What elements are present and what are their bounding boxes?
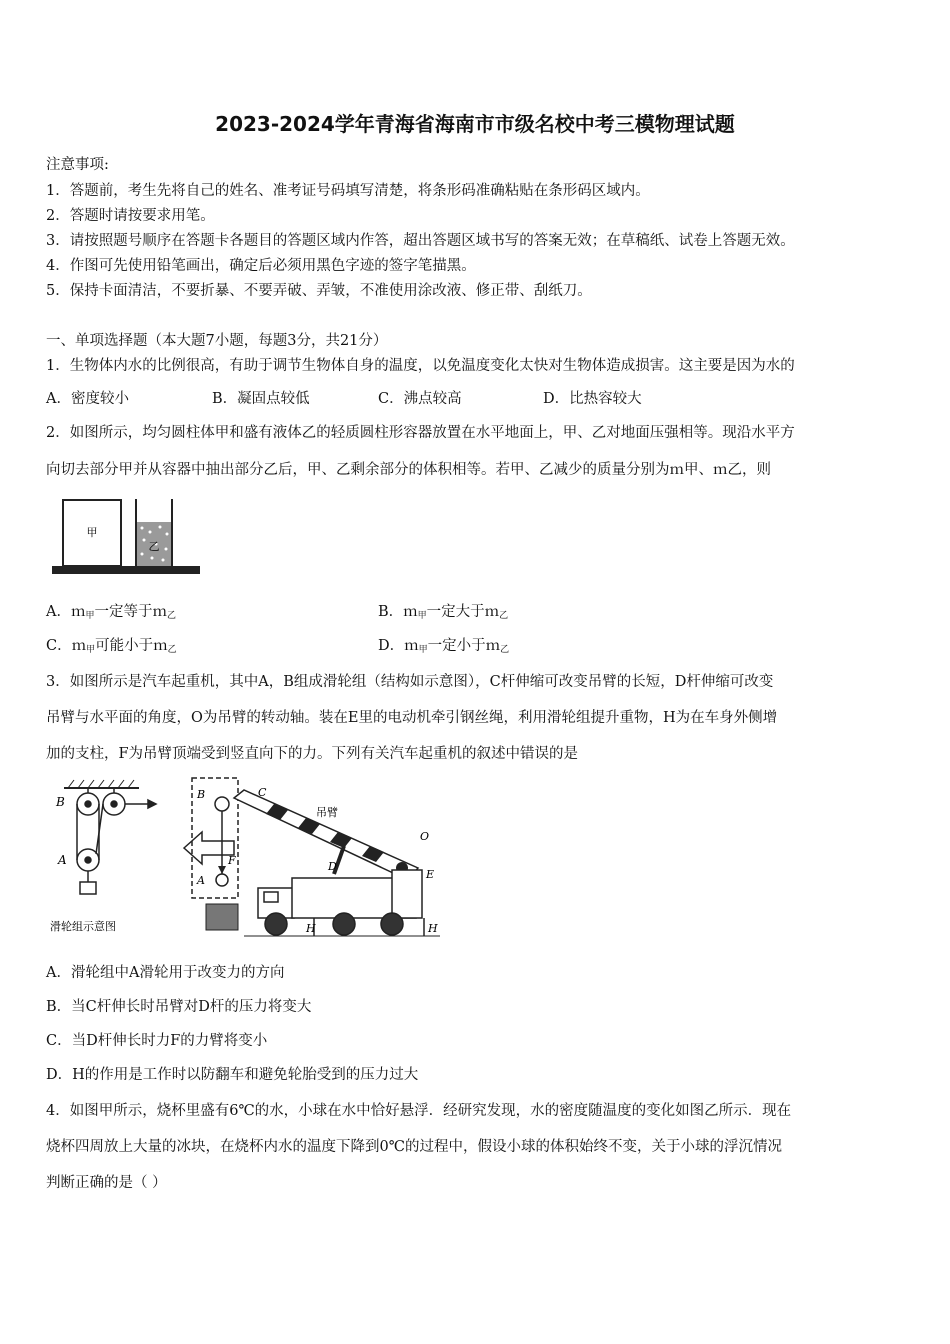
q3-option-d: D．H的作用是工作时以防翻车和避免轮胎受到的压力过大 — [46, 1067, 419, 1083]
load-block — [206, 904, 238, 930]
label-jia: 甲 — [86, 526, 98, 539]
page-title: 2023-2024学年青海省海南市市级名校中考三模物理试题 — [215, 112, 735, 136]
q2-stem-line: 2．如图所示，均匀圆柱体甲和盛有液体乙的轻质圆柱形容器放置在水平地面上，甲、乙对地面压强相等。现沿水平方 — [46, 425, 795, 441]
pulley-schematic — [64, 780, 156, 894]
notice-item: 4．作图可先使用铅笔画出，确定后必须用黑色字迹的签字笔描黑。 — [46, 258, 476, 274]
label-b: B — [197, 788, 206, 801]
pulley-caption: 滑轮组示意图 — [50, 920, 116, 933]
q1-option-b: B．凝固点较低 — [212, 391, 310, 407]
q2-option-c: C．ｍ$_甲$可能小于ｍ$_乙$ — [46, 638, 177, 655]
label-o: O — [420, 830, 430, 843]
label-boom: 吊臂 — [316, 806, 338, 819]
q1-option-d: D．比热容较大 — [543, 391, 642, 407]
ground — [52, 566, 200, 574]
label-e: E — [426, 868, 435, 881]
notice-heading: 注意事项: — [46, 157, 109, 173]
q3-option-a: A．滑轮组中A滑轮用于改变力的方向 — [46, 965, 285, 981]
q2-option-d: D．ｍ$_甲$一定小于ｍ$_乙$ — [378, 638, 510, 655]
pulley-b — [215, 797, 229, 811]
q1-option-c: C．沸点较高 — [378, 391, 462, 407]
q3-option-c: C．当D杆伸长时力F的力臂将变小 — [46, 1033, 268, 1049]
notice-item: 5．保持卡面清洁，不要折暴、不要弄破、弄皱，不准使用涂改液、修正带、刮纸刀。 — [46, 283, 592, 299]
notice-item: 2．答题时请按要求用笔。 — [46, 208, 215, 224]
label-a-left: A — [58, 853, 67, 867]
q4-stem-line: 烧杯四周放上大量的冰块，在烧杯内水的温度下降到0℃的过程中，假设小球的体积始终不变，关于小球的浮沉情况 — [46, 1139, 782, 1155]
q4-stem-line: 判断正确的是（ ） — [46, 1175, 167, 1191]
q2-option-b: B．ｍ$_甲$一定大于ｍ$_乙$ — [378, 604, 509, 621]
q2-option-a: A．ｍ$_甲$一定等于ｍ$_乙$ — [46, 604, 177, 621]
force-arrow — [218, 866, 226, 874]
label-h-left: H — [306, 922, 316, 935]
label-c: C — [258, 786, 267, 799]
q2-figure — [50, 494, 202, 580]
q3-stem-line: 3．如图所示是汽车起重机，其中A，B组成滑轮组（结构如示意图），C杆伸缩可改变吊臂的长短，D杆伸缩可改变 — [46, 674, 774, 690]
label-h-right: H — [428, 922, 438, 935]
label-b-left: B — [56, 795, 65, 809]
label-a: A — [197, 874, 205, 887]
truck — [258, 870, 424, 936]
q3-stem-line: 加的支柱，F为吊臂顶端受到竖直向下的力。下列有关汽车起重机的叙述中错误的是 — [46, 746, 579, 762]
notice-item: 1．答题前，考生先将自己的姓名、准考证号码填写清楚，将条形码准确粘贴在条形码区域内。 — [46, 183, 650, 199]
q3-option-b: B．当C杆伸长时吊臂对D杆的压力将变大 — [46, 999, 312, 1015]
notice-item: 3．请按照题号顺序在答题卡各题目的答题区域内作答，超出答题区域书写的答案无效；在草稿纸、试卷上答题无效。 — [46, 233, 795, 249]
q2-stem-line: 向切去部分甲并从容器中抽出部分乙后，甲、乙剩余部分的体积相等。若甲、乙减少的质量分别为ｍ甲、ｍ乙，则 — [46, 462, 771, 478]
q4-stem-line: 4．如图甲所示，烧杯里盛有6℃的水，小球在水中恰好悬浮．经研究发现，水的密度随温度的变化如图乙所示．现在 — [46, 1103, 792, 1119]
q1-stem: 1．生物体内水的比例很高，有助于调节生物体自身的温度，以免温度变化太快对生物体造成损害。这主要是因为水的 — [46, 358, 795, 374]
label-d: D — [328, 860, 337, 873]
label-f: F — [228, 854, 236, 867]
q3-stem-line: 吊臂与水平面的角度，O为吊臂的转动轴。装在E里的电动机牵引钢丝绳，利用滑轮组提升重物，H为在车身外侧增 — [46, 710, 778, 726]
boom — [234, 790, 418, 880]
q3-crane-figure — [44, 774, 442, 944]
label-yi: 乙 — [148, 540, 160, 553]
pulley-a — [216, 874, 228, 886]
q1-option-a: A．密度较小 — [46, 391, 129, 407]
section-heading: 一、单项选择题（本大题7小题，每题3分，共21分） — [46, 333, 388, 349]
